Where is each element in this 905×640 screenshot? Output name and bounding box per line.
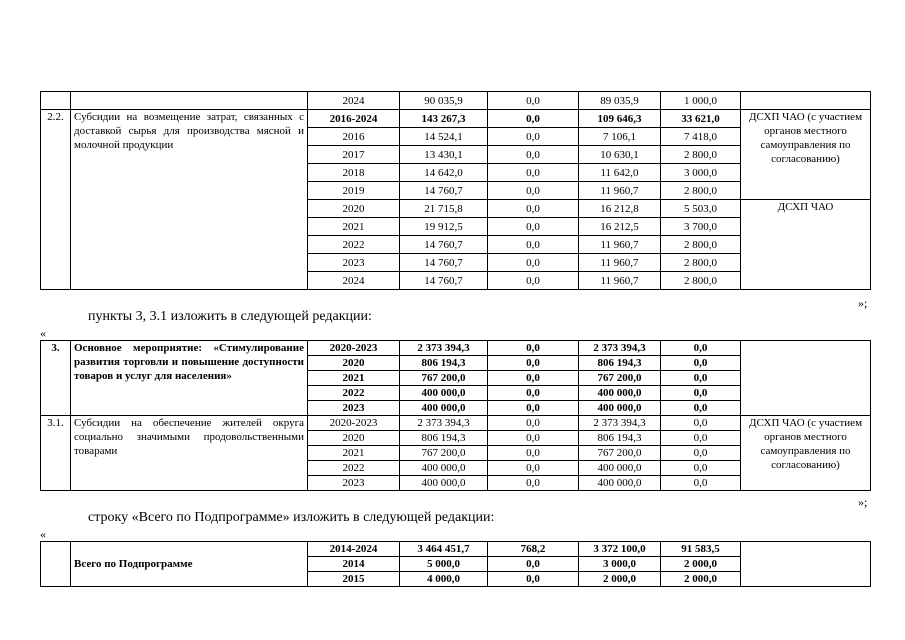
table-row <box>41 542 871 557</box>
total-cell: 143 267,3 <box>400 110 488 128</box>
year-cell: 2019 <box>308 182 400 200</box>
regional-cell: 89 035,9 <box>579 92 661 110</box>
executor-cell: ДСХП ЧАО <box>741 200 871 290</box>
federal-cell: 0,0 <box>488 236 579 254</box>
year-cell: 2018 <box>308 164 400 182</box>
federal-cell: 0,0 <box>488 182 579 200</box>
regional-cell: 2 373 394,3 <box>579 416 661 431</box>
table-row <box>41 92 871 110</box>
year-cell: 2024 <box>308 272 400 290</box>
federal-cell: 0,0 <box>488 164 579 182</box>
regional-cell: 767 200,0 <box>579 371 661 386</box>
table-subsidy-2-2 <box>40 91 871 290</box>
year-cell: 2021 <box>308 218 400 236</box>
total-cell: 14 760,7 <box>400 272 488 290</box>
year-cell: 2014-2024 <box>308 542 400 557</box>
federal-cell: 0,0 <box>488 254 579 272</box>
federal-cell: 0,0 <box>488 272 579 290</box>
total-cell: 14 524,1 <box>400 128 488 146</box>
year-cell: 2020 <box>308 200 400 218</box>
regional-cell: 16 212,5 <box>579 218 661 236</box>
opening-quote: « <box>40 326 46 340</box>
local-cell: 0,0 <box>661 341 741 356</box>
total-cell: 4 000,0 <box>400 572 488 587</box>
total-cell: 2 373 394,3 <box>400 341 488 356</box>
year-cell: 2016 <box>308 128 400 146</box>
federal-cell: 0,0 <box>488 572 579 587</box>
closing-quote: »; <box>858 296 868 310</box>
local-cell: 33 621,0 <box>661 110 741 128</box>
table-row <box>41 341 871 356</box>
federal-cell: 0,0 <box>488 128 579 146</box>
executor-cell: ДСХП ЧАО (с участием органов местного самоуправления по согласованию) <box>741 110 871 200</box>
local-cell: 0,0 <box>661 401 741 416</box>
regional-cell: 10 630,1 <box>579 146 661 164</box>
regional-cell: 400 000,0 <box>579 461 661 476</box>
federal-cell: 768,2 <box>488 542 579 557</box>
regional-cell: 400 000,0 <box>579 386 661 401</box>
instruction-paragraph: строку «Всего по Подпрограмме» изложить в следующей редакции: <box>88 510 495 525</box>
total-cell: 14 642,0 <box>400 164 488 182</box>
executor-cell: ДСХП ЧАО (с участием органов местного самоуправления по согласованию) <box>741 416 871 491</box>
opening-quote: « <box>40 527 46 541</box>
federal-cell: 0,0 <box>488 110 579 128</box>
federal-cell: 0,0 <box>488 416 579 431</box>
local-cell: 0,0 <box>661 446 741 461</box>
federal-cell: 0,0 <box>488 218 579 236</box>
federal-cell: 0,0 <box>488 386 579 401</box>
federal-cell: 0,0 <box>488 401 579 416</box>
total-cell: 400 000,0 <box>400 476 488 491</box>
regional-cell: 11 960,7 <box>579 254 661 272</box>
total-cell: 14 760,7 <box>400 236 488 254</box>
local-cell: 2 000,0 <box>661 572 741 587</box>
local-cell: 0,0 <box>661 371 741 386</box>
instruction-paragraph: пункты 3, 3.1 изложить в следующей редакции: <box>88 309 372 324</box>
table-row <box>41 110 871 128</box>
year-cell: 2023 <box>308 254 400 272</box>
year-cell: 2020-2023 <box>308 416 400 431</box>
regional-cell: 400 000,0 <box>579 401 661 416</box>
total-cell: 13 430,1 <box>400 146 488 164</box>
local-cell: 91 583,5 <box>661 542 741 557</box>
local-cell: 0,0 <box>661 476 741 491</box>
federal-cell: 0,0 <box>488 476 579 491</box>
total-cell: 3 464 451,7 <box>400 542 488 557</box>
federal-cell: 0,0 <box>488 92 579 110</box>
local-cell: 2 800,0 <box>661 254 741 272</box>
item-number: 2.2. <box>41 110 71 290</box>
local-cell: 0,0 <box>661 416 741 431</box>
year-cell: 2024 <box>308 92 400 110</box>
federal-cell: 0,0 <box>488 356 579 371</box>
total-cell: 14 760,7 <box>400 182 488 200</box>
total-cell: 806 194,3 <box>400 356 488 371</box>
executor-cell-empty <box>741 341 871 416</box>
local-cell: 2 800,0 <box>661 272 741 290</box>
year-cell: 2022 <box>308 236 400 254</box>
federal-cell: 0,0 <box>488 431 579 446</box>
total-cell: 14 760,7 <box>400 254 488 272</box>
local-cell: 0,0 <box>661 461 741 476</box>
year-cell: 2015 <box>308 572 400 587</box>
local-cell: 3 000,0 <box>661 164 741 182</box>
regional-cell: 11 642,0 <box>579 164 661 182</box>
local-cell: 2 800,0 <box>661 146 741 164</box>
regional-cell: 11 960,7 <box>579 272 661 290</box>
federal-cell: 0,0 <box>488 341 579 356</box>
year-cell: 2020-2023 <box>308 341 400 356</box>
total-cell: 5 000,0 <box>400 557 488 572</box>
total-cell: 767 200,0 <box>400 371 488 386</box>
closing-quote: »; <box>858 495 868 509</box>
year-cell: 2022 <box>308 461 400 476</box>
item-number: 3. <box>41 341 71 416</box>
regional-cell: 3 372 100,0 <box>579 542 661 557</box>
table-total <box>40 541 871 587</box>
local-cell: 2 000,0 <box>661 557 741 572</box>
regional-cell: 767 200,0 <box>579 446 661 461</box>
item-name: Субсидии на возмещение затрат, связанных с доставкой сырья для производства мясной и молочной продукции <box>71 110 308 290</box>
federal-cell: 0,0 <box>488 200 579 218</box>
regional-cell: 16 212,8 <box>579 200 661 218</box>
total-cell: 19 912,5 <box>400 218 488 236</box>
federal-cell: 0,0 <box>488 146 579 164</box>
item-number: 3.1. <box>41 416 71 491</box>
item-name: Субсидии на обеспечение жителей округа социально значимыми продовольственными товарами <box>71 416 308 491</box>
federal-cell: 0,0 <box>488 557 579 572</box>
local-cell: 1 000,0 <box>661 92 741 110</box>
total-cell: 806 194,3 <box>400 431 488 446</box>
total-cell: 767 200,0 <box>400 446 488 461</box>
regional-cell: 3 000,0 <box>579 557 661 572</box>
regional-cell: 806 194,3 <box>579 431 661 446</box>
table-row <box>41 416 871 431</box>
year-cell: 2014 <box>308 557 400 572</box>
total-cell: 21 715,8 <box>400 200 488 218</box>
local-cell: 7 418,0 <box>661 128 741 146</box>
item-name: Основное мероприятие: «Стимулирование развития торговли и повышение доступности товаров и услуг для населения» <box>71 341 308 416</box>
total-cell: 400 000,0 <box>400 401 488 416</box>
year-cell: 2017 <box>308 146 400 164</box>
local-cell: 0,0 <box>661 386 741 401</box>
year-cell: 2023 <box>308 401 400 416</box>
regional-cell: 2 373 394,3 <box>579 341 661 356</box>
year-cell: 2016-2024 <box>308 110 400 128</box>
regional-cell: 11 960,7 <box>579 236 661 254</box>
federal-cell: 0,0 <box>488 371 579 386</box>
local-cell: 0,0 <box>661 431 741 446</box>
federal-cell: 0,0 <box>488 446 579 461</box>
local-cell: 5 503,0 <box>661 200 741 218</box>
total-cell: 400 000,0 <box>400 386 488 401</box>
total-label: Всего по Подпрограмме <box>71 542 308 587</box>
regional-cell: 400 000,0 <box>579 476 661 491</box>
regional-cell: 7 106,1 <box>579 128 661 146</box>
year-cell: 2020 <box>308 356 400 371</box>
local-cell: 3 700,0 <box>661 218 741 236</box>
local-cell: 0,0 <box>661 356 741 371</box>
local-cell: 2 800,0 <box>661 236 741 254</box>
total-cell: 400 000,0 <box>400 461 488 476</box>
regional-cell: 11 960,7 <box>579 182 661 200</box>
table-item-3 <box>40 340 871 491</box>
total-cell: 90 035,9 <box>400 92 488 110</box>
federal-cell: 0,0 <box>488 461 579 476</box>
local-cell: 2 800,0 <box>661 182 741 200</box>
year-cell: 2022 <box>308 386 400 401</box>
regional-cell: 2 000,0 <box>579 572 661 587</box>
year-cell: 2020 <box>308 431 400 446</box>
year-cell: 2021 <box>308 446 400 461</box>
regional-cell: 806 194,3 <box>579 356 661 371</box>
regional-cell: 109 646,3 <box>579 110 661 128</box>
year-cell: 2021 <box>308 371 400 386</box>
year-cell: 2023 <box>308 476 400 491</box>
total-cell: 2 373 394,3 <box>400 416 488 431</box>
